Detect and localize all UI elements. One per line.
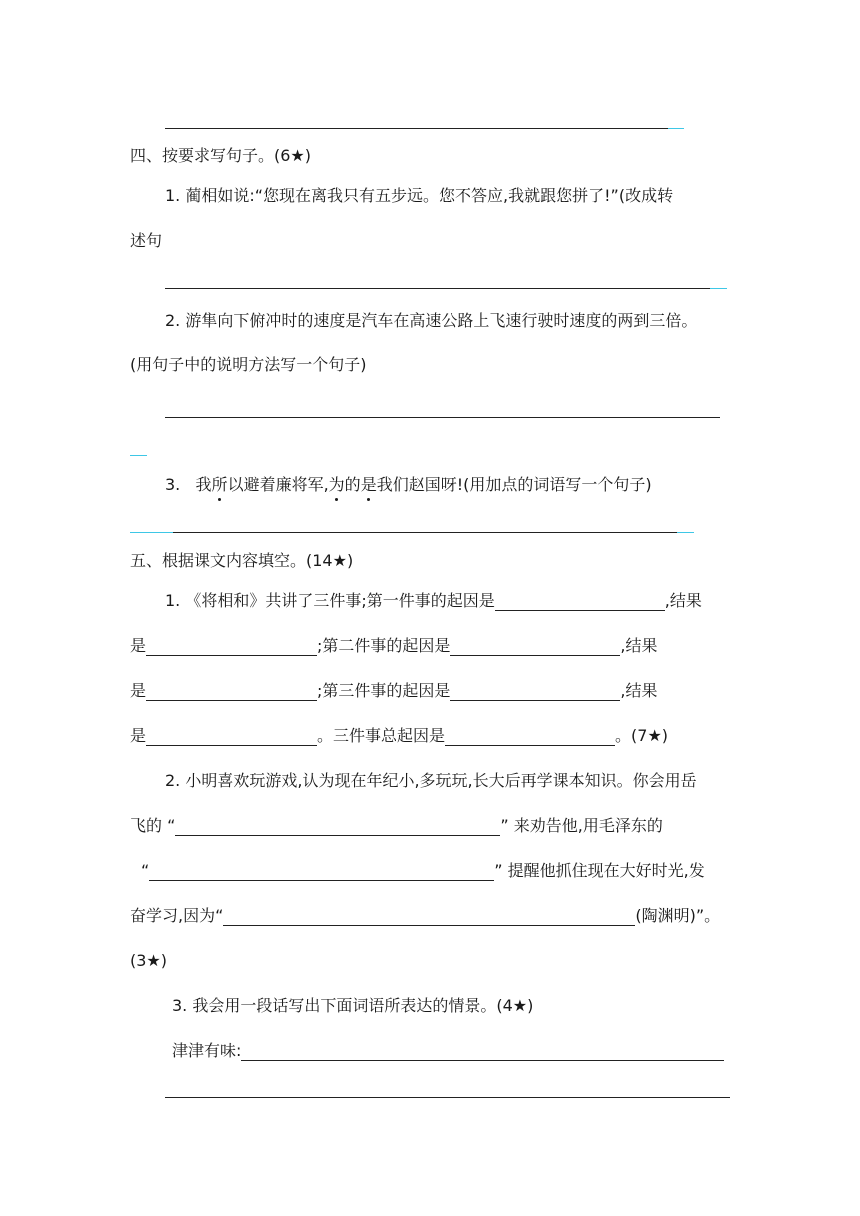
s5-q2-line2 xyxy=(130,816,663,836)
blank-field[interactable] xyxy=(241,1044,724,1061)
s5-q1-line1 xyxy=(165,591,702,611)
s5-q3-line1: 3. 我会用一段话写出下面词语所表达的情景。(4★) xyxy=(172,996,534,1015)
s5-q1-line2 xyxy=(130,636,658,656)
s5-q2-text: ” 来劝告他,用毛泽东的 xyxy=(500,816,663,835)
blank-field[interactable] xyxy=(146,729,317,746)
blank-field[interactable] xyxy=(146,684,317,701)
s5-q1-text: 是 xyxy=(130,726,147,745)
s5-q1-text: ;第二件事的起因是 xyxy=(317,636,451,655)
section5-heading: 五、根据课文内容填空。(14★) xyxy=(130,551,354,570)
dotted-char: 是 xyxy=(360,475,377,494)
s5-q1-text: 是 xyxy=(130,681,147,700)
s4-q3-text-a: 我 xyxy=(195,475,212,494)
s5-q2-line5: (3★) xyxy=(130,951,168,970)
s4-q1-answer-line xyxy=(165,288,710,289)
blank-field[interactable] xyxy=(495,594,665,611)
s4-q1-line1: 1. 蔺相如说:“您现在离我只有五步远。您不答应,我就跟您拼了!”(改成转 xyxy=(165,186,674,205)
answer-line-accent xyxy=(710,288,727,289)
blank-field[interactable] xyxy=(149,864,494,881)
blank-field[interactable] xyxy=(450,639,620,656)
s5-q1-text: 是 xyxy=(130,636,147,655)
answer-line xyxy=(165,128,668,129)
s4-q3-answer-line xyxy=(173,532,677,533)
s5-q2-line1: 2. 小明喜欢玩游戏,认为现在年纪小,多玩玩,长大后再学课本知识。你会用岳 xyxy=(165,771,697,790)
s5-q1-text: ,结果 xyxy=(620,681,658,700)
s5-q1-text: ;第三件事的起因是 xyxy=(317,681,451,700)
answer-line-accent xyxy=(130,455,147,456)
s4-q3-text-b: 以避着廉将军, xyxy=(227,475,329,494)
section4-heading: 四、按要求写句子。(6★) xyxy=(130,146,312,165)
s5-q2-text: (陶渊明)”。 xyxy=(635,906,721,925)
blank-field[interactable] xyxy=(445,729,615,746)
answer-line-accent xyxy=(668,128,684,129)
dotted-char: 为 xyxy=(328,475,345,494)
s5-q2-text: 奋学习,因为“ xyxy=(130,906,224,925)
s5-q3-word-label: 津津有味: xyxy=(172,1041,242,1060)
s5-q1-text: 。(7★) xyxy=(615,726,669,745)
blank-field[interactable] xyxy=(175,819,500,836)
s5-q1-text: 。三件事总起因是 xyxy=(317,726,446,745)
s5-q1-line4 xyxy=(130,726,668,746)
dotted-char: 所 xyxy=(211,475,228,494)
s5-q3-word xyxy=(172,1041,724,1061)
s4-q2-line2: (用句子中的说明方法写一个句子) xyxy=(130,355,367,374)
s4-q3-text-c: 的 xyxy=(344,475,361,494)
s5-q2-text: ” 提醒他抓住现在大好时光,发 xyxy=(494,861,705,880)
s5-q2-text: 飞的 “ xyxy=(130,816,176,835)
s4-q2-line1: 2. 游隼向下俯冲时的速度是汽车在高速公路上飞速行驶时速度的两到三倍。 xyxy=(165,311,698,330)
s4-q2-answer-line xyxy=(165,417,720,418)
blank-field[interactable] xyxy=(450,684,620,701)
blank-field[interactable] xyxy=(223,909,635,926)
s4-q3-number: 3. xyxy=(165,475,181,494)
answer-line-accent xyxy=(130,532,173,533)
s5-q2-text: “ xyxy=(141,861,150,880)
s5-q3-answer-line xyxy=(165,1097,730,1098)
s5-q1-text: ,结果 xyxy=(664,591,702,610)
s4-q3-text-d: 我们赵国呀!(用加点的词语写一个句子) xyxy=(376,475,652,494)
answer-line-accent xyxy=(677,532,694,533)
s5-q1-line3 xyxy=(130,681,658,701)
blank-field[interactable] xyxy=(146,639,317,656)
s5-q2-line3 xyxy=(141,861,705,881)
s5-q2-line4 xyxy=(130,906,720,926)
s5-q1-text: 1. 《将相和》共讲了三件事;第一件事的起因是 xyxy=(165,591,495,610)
s4-q1-line2: 述句 xyxy=(130,231,163,250)
s4-q3-line xyxy=(165,475,652,495)
s5-q1-text: ,结果 xyxy=(620,636,658,655)
